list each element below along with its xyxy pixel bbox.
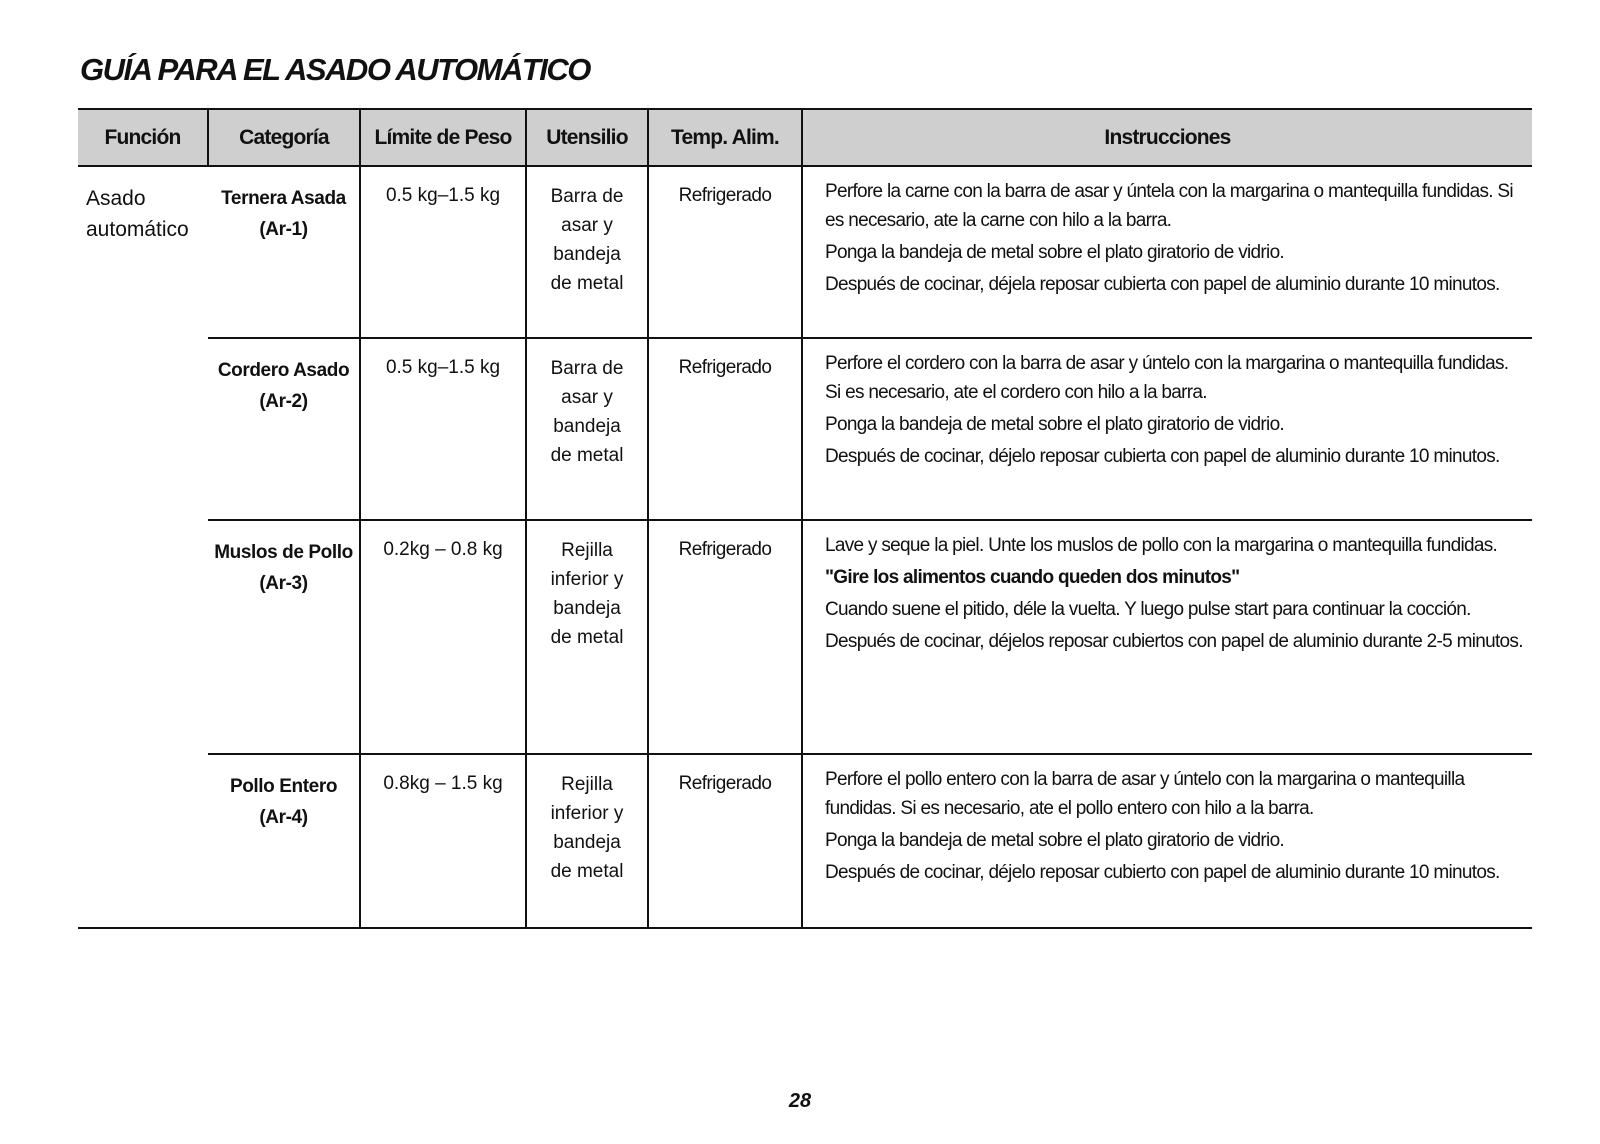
weight-value: 0.2kg – 0.8 kg [383,539,503,560]
header-weight-limit: Límite de Peso [360,109,526,166]
utensil-line: de metal [550,627,624,648]
utensil-line: de metal [550,273,624,294]
instruction-text: Perfore la carne con la barra de asar y úntela con la margarina o mantequilla fundidas. Si es necesario, ate la carne con hilo a la barra. [825,181,1513,231]
weight-cell [360,166,526,338]
function-cell [78,166,208,928]
utensil-line: inferior y [550,803,624,824]
instruction-text: Ponga la bandeja de metal sobre el plato giratorio de vidrio. [825,830,1285,851]
function-line: automático [86,218,189,241]
temp-cell [648,338,802,520]
instruction-text: Perfore el cordero con la barra de asar y úntelo con la margarina o mantequilla fundidas. Si es necesario, ate el cordero con hilo a la barra. [825,353,1509,403]
category-cell [208,520,360,754]
utensil-line: inferior y [550,569,624,590]
weight-cell [360,520,526,754]
temp-value: Refrigerado [678,773,772,794]
header-food-temp: Temp. Alim. [648,109,802,166]
function-line: Asado [86,187,146,210]
instruction-text: Después de cocinar, déjelo reposar cubierto con papel de aluminio durante 10 minutos. [825,862,1500,883]
temp-cell [648,520,802,754]
temp-value: Refrigerado [678,185,772,206]
weight-value: 0.5 kg–1.5 kg [385,357,501,378]
page-title: GUÍA PARA EL ASADO AUTOMÁTICO [80,52,590,87]
utensil-cell [526,166,648,338]
instructions-cell [802,520,1532,754]
utensil-line: asar y [561,215,613,236]
utensil-line: Barra de [550,358,624,379]
utensil-line: Rejilla [561,540,613,561]
table-row [78,338,1532,520]
category-name: Cordero Asado [217,360,350,381]
weight-value: 0.8kg – 1.5 kg [383,773,503,794]
instruction-text: Lave y seque la piel. Unte los muslos de pollo con la margarina o mantequilla fundidas. [825,535,1498,556]
instruction-highlight: "Gire los alimentos cuando queden dos minutos" [825,567,1240,588]
temp-cell [648,166,802,338]
header-category: Categoría [208,109,360,166]
utensil-cell [526,338,648,520]
instructions-cell [802,754,1532,928]
category-code: (Ar-4) [259,807,308,828]
category-name: Ternera Asada [221,188,346,209]
utensil-line: Barra de [550,186,624,207]
weight-value: 0.5 kg–1.5 kg [385,185,501,206]
instruction-text: Ponga la bandeja de metal sobre el plato giratorio de vidrio. [825,414,1285,435]
temp-value: Refrigerado [678,357,772,378]
instruction-text: Después de cocinar, déjelo reposar cubierta con papel de aluminio durante 10 minutos. [825,446,1500,467]
table-row [78,166,1532,338]
weight-cell [360,338,526,520]
instruction-text: Después de cocinar, déjelos reposar cubiertos con papel de aluminio durante 2-5 minutos. [825,631,1523,652]
instruction-text: Después de cocinar, déjela reposar cubierta con papel de aluminio durante 10 minutos. [825,274,1500,295]
instruction-text: Ponga la bandeja de metal sobre el plato giratorio de vidrio. [825,242,1285,263]
utensil-line: bandeja [553,832,621,853]
category-code: (Ar-1) [259,219,308,240]
category-cell [208,754,360,928]
category-cell [208,166,360,338]
temp-value: Refrigerado [678,539,772,560]
instructions-cell [802,166,1532,338]
category-cell [208,338,360,520]
utensil-line: bandeja [553,244,621,265]
instruction-text: Perfore el pollo entero con la barra de asar y úntelo con la margarina o mantequilla fundidas. Si es necesario, ate el pollo entero con hilo a la barra. [825,769,1465,819]
utensil-line: Rejilla [561,774,613,795]
instruction-text: Cuando suene el pitido, déle la vuelta. Y luego pulse start para continuar la cocción. [825,599,1471,620]
page-number: 28 [788,1090,812,1112]
instructions-cell [802,338,1532,520]
category-code: (Ar-2) [259,391,308,412]
utensil-line: bandeja [553,598,621,619]
utensil-line: de metal [550,445,624,466]
utensil-line: de metal [550,861,624,882]
utensil-line: bandeja [553,416,621,437]
header-row [78,109,1532,166]
category-name: Muslos de Pollo [214,542,353,563]
utensil-cell [526,520,648,754]
auto-roast-guide-table [78,108,1532,929]
weight-cell [360,754,526,928]
header-utensil: Utensilio [526,109,648,166]
utensil-line: asar y [561,387,613,408]
table-row [78,754,1532,928]
utensil-cell [526,754,648,928]
temp-cell [648,754,802,928]
header-instructions: Instrucciones [802,109,1532,166]
header-function: Función [78,109,208,166]
table-row [78,520,1532,754]
category-name: Pollo Entero [229,776,338,797]
category-code: (Ar-3) [259,573,308,594]
